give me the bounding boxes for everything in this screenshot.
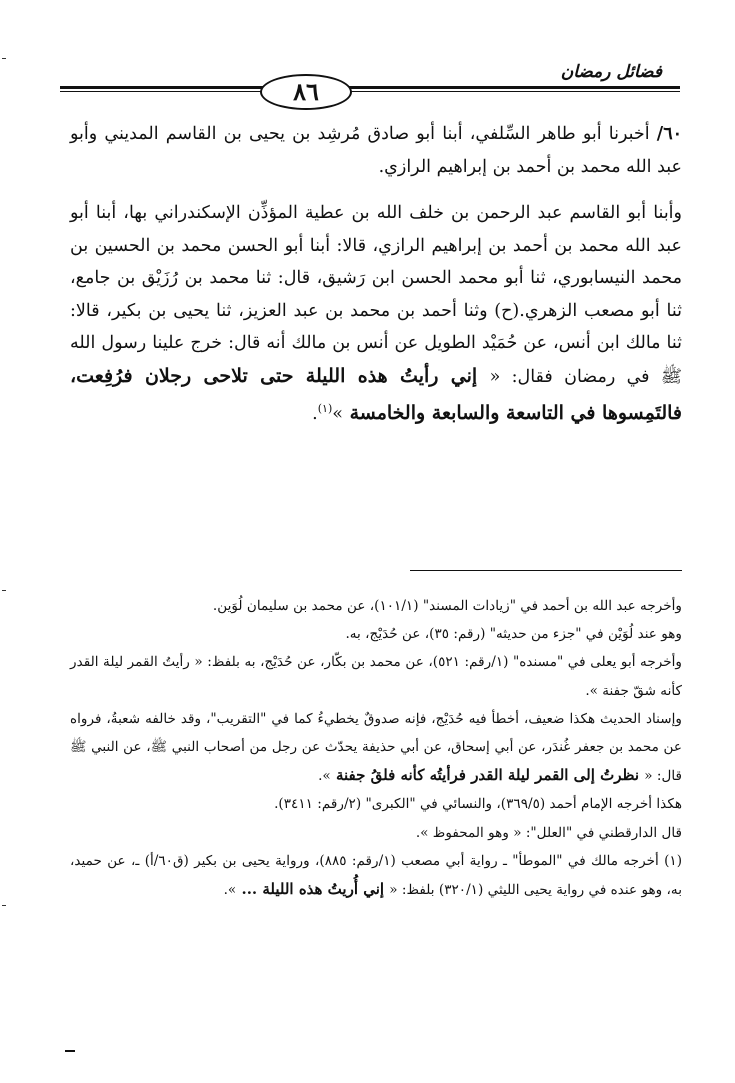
footnotes (70, 592, 682, 904)
note-line: وأخرجه عبد الله بن أحمد في "زيادات المسند" (١٠١/١)، عن محمد بن سليمان لُوَين. (212, 598, 682, 614)
book-title: فضائل رمضان (560, 62, 662, 82)
footnote-ref[interactable]: (١) (317, 402, 333, 415)
note-line: وإسناد الحديث هكذا ضعيف، أخطأ فيه حُدَيْج، فإنه صدوقٌ يخطيءُ كما في "التقريب"، وقد خالفه شعبةُ، فرواه عن محمد بن جعفر غُندَر، عن أبي إسحاق، عن أبي حذيفة يحدّث عن رجل من أصحاب النبي ﷺ، عن النبي ﷺ قال: « نظرتُ إلى القمر ليلة القدر فرأيتُه كأنه فلقُ جفنة ». (70, 710, 682, 785)
footnote-1: (١) أخرجه مالك في "الموطأ" ـ رواية أبي مصعب (١/رقم: ٨٨٥)، ورواية يحيى بن بكير (ق٦٠/أ) ـ، عن حميد، به، وهو عنده في رواية يحيى الليثي (٣٢٠/١) بلفظ: « إني أُريتُ هذه الليلة ... ». (70, 852, 683, 899)
edge-mark (2, 905, 6, 906)
note-line: وهو عند لُوَيْن في "جزء من حديثه" (رقم: ٣٥)، عن حُدَيْج، به. (345, 626, 682, 643)
edge-mark (2, 590, 6, 591)
hadith-matn: إني رأيتُ هذه الليلة حتى تلاحى رجلان فرُفِعت، فالتَمِسوها في التاسعة والسابعة والخامسة (70, 364, 682, 424)
hadith-paragraph-continued: وأبنا أبو القاسم عبد الرحمن بن خلف الله بن عطية المؤذِّن الإسكندراني بها، أبنا أبو عبد الله محمد بن أحمد بن إبراهيم الرازي، قالا: أبنا أبو الحسن محمد بن الحسين بن محمد النيسابوري، ثنا أبو محمد الحسن ابن رَشيق، قال: ثنا محمد بن رُزَيْق بن جامع، ثنا أبو مصعب الزهري.(ح) وثنا أحمد بن محمد بن عبد العزيز، ثنا يحيى بن بكير، قالا: ثنا مالك ابن أنس، عن حُمَيْد الطويل عن أنس بن مالك أنه قال: خرج علينا رسول الله ﷺ في رمضان فقال: « إني رأيتُ هذه الليلة حتى تلاحى رجلان فرُفِعت، فالتَمِسوها في التاسعة والسابعة والخامسة »$^{(١)}$. (70, 203, 682, 424)
note-bold-quote: نظرتُ إلى القمر ليلة القدر فرأيتُه كأنه فلقُ جفنة (330, 766, 645, 785)
edge-mark (2, 58, 6, 59)
note-bold-quote: إني أُريتُ هذه الليلة ... (236, 880, 390, 899)
quote-close: » (332, 403, 343, 424)
header-rule-thin (60, 91, 680, 92)
hadith-number: ٦٠/ (656, 124, 682, 144)
page-header (60, 60, 680, 110)
footnote-separator (410, 570, 682, 571)
hadith-paragraph-60 (70, 118, 682, 183)
bottom-mark (65, 1050, 75, 1052)
main-text (70, 118, 682, 430)
page-number: ٨٦ (260, 74, 352, 110)
isnad-text-2: وأبنا أبو القاسم عبد الرحمن بن خلف الله بن عطية المؤذِّن الإسكندراني بها، أبنا أبو عبد الله محمد بن أحمد بن إبراهيم الرازي، قالا: أبنا أبو الحسن محمد بن الحسين بن محمد النيسابوري، ثنا أبو محمد الحسن ابن رَشيق، قال: ثنا محمد بن رُزَيْق بن جامع، ثنا أبو مصعب الزهري.(ح) وثنا أحمد بن محمد بن عبد العزيز، ثنا يحيى بن بكير، قالا: ثنا مالك ابن أنس، عن حُمَيْد الطويل عن أنس بن مالك أنه قال: خرج علينا رسول الله ﷺ في رمضان فقال: « (70, 203, 682, 387)
header-rule (60, 86, 680, 89)
note-line: وأخرجه أبو يعلى في "مسنده" (١/رقم: ٥٢١)، عن محمد بن بكّار، عن حُدَيْج، به بلفظ: « رأيتُ القمر ليلة القدر كأنه شقّ جفنة ». (70, 654, 682, 699)
note-line: قال الدارقطني في "العلل": « وهو المحفوظ ». (415, 824, 682, 841)
note-line: هكذا أخرجه الإمام أحمد (٣٦٩/٥)، والنسائي في "الكبرى" (٢/رقم: ٣٤١١). (274, 796, 682, 813)
isnad-text: أخبرنا أبو طاهر السِّلفي، أبنا أبو صادق مُرشِد بن يحيى بن القاسم المديني وأبو عبد الله محمد بن أحمد بن إبراهيم الرازي. (70, 124, 682, 177)
